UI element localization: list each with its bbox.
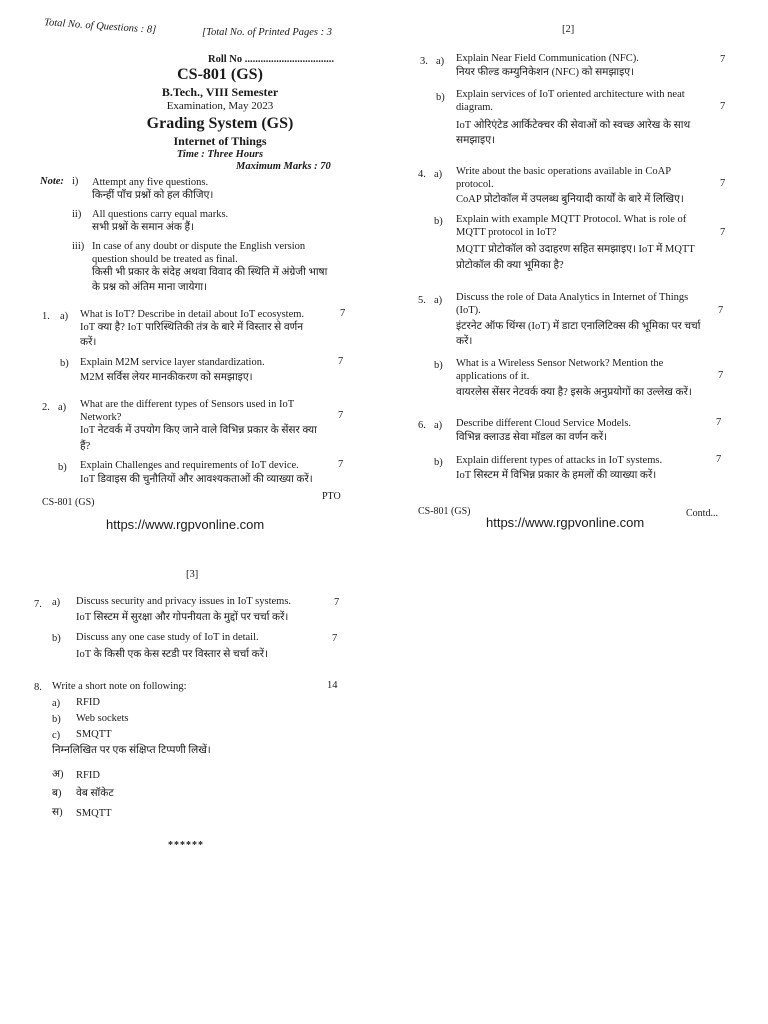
question-marks: 7 (716, 454, 722, 465)
note-text-hindi: किन्हीं पाँच प्रश्नों को हल कीजिए। (92, 190, 214, 201)
subject: Internet of Things (173, 134, 267, 148)
question-text-hindi: वायरलेस सेंसर नेटवर्क क्या है? इसके अनुप्रयोगों का उल्लेख करें। (456, 387, 692, 398)
question-text-hindi: प्रोटोकॉल की क्या भूमिका है? (456, 260, 564, 271)
question-part: a) (434, 420, 443, 431)
grading-system: Grading System (GS) (146, 115, 294, 132)
question-marks: 7 (340, 308, 346, 319)
question-part: a) (434, 295, 443, 306)
pto: PTO (322, 491, 341, 502)
question-text-hindi: IoT सिस्टम में सुरक्षा और गोपनीयता के मुद्दों पर चर्चा करें। (76, 612, 289, 623)
time: Time : Three Hours (176, 149, 264, 160)
question-text-hindi: समझाइए। (456, 135, 495, 146)
total-pages: [Total No. of Printed Pages : 3 (202, 27, 332, 38)
question-text-hindi: निम्नलिखित पर एक संक्षिप्त टिप्पणी लिखें। (52, 745, 211, 756)
question-marks: 7 (338, 459, 344, 470)
question-text-hindi: इंटरनेट ऑफ थिंग्स (IoT) में डाटा एनालिटिक्स की भूमिका पर चर्चा (456, 321, 701, 332)
question-marks: 7 (334, 597, 340, 608)
question-marks: 7 (720, 227, 726, 238)
question-marks: 7 (720, 54, 726, 65)
question-marks: 7 (718, 370, 724, 381)
footer-code: CS-801 (GS) (42, 497, 95, 508)
question-text: Explain services of IoT oriented architecture with neat (456, 89, 685, 100)
question-part: a) (60, 311, 69, 322)
question-text: Explain Challenges and requirements of IoT device. (80, 460, 299, 471)
footer-code: CS-801 (GS) (418, 506, 471, 517)
note-text: All questions carry equal marks. (92, 209, 229, 220)
question-text: Write a short note on following: (52, 681, 187, 692)
list-item: Web sockets (76, 713, 129, 724)
question-part: a) (52, 597, 61, 608)
question-text: protocol. (456, 179, 494, 190)
question-text: (IoT). (456, 305, 481, 316)
question-text: What is a Wireless Sensor Network? Mention the (456, 358, 664, 369)
exam-session: Examination, May 2023 (166, 100, 274, 112)
list-item-marker: a) (52, 698, 61, 709)
question-number: 3. (420, 56, 428, 67)
question-marks: 7 (332, 633, 338, 644)
question-text-hindi: करें। (80, 337, 97, 348)
list-item-marker: अ) (52, 769, 64, 780)
list-item-marker: ब) (52, 788, 62, 799)
question-text-hindi: IoT डिवाइस की चुनौतियों और आवश्यकताओं की व्याख्या करें। (80, 474, 313, 485)
list-item: RFID (76, 770, 100, 781)
degree: B.Tech., VIII Semester (161, 85, 279, 99)
question-text-hindi: IoT क्या है? IoT पारिस्थितिकी तंत्र के बारे में विस्तार से वर्णन (80, 322, 304, 333)
note-num: ii) (72, 209, 82, 220)
question-text-hindi: CoAP प्रोटोकॉल में उपलब्ध बुनियादी कार्यों के बारे में लिखिए। (456, 194, 684, 205)
question-part: a) (436, 56, 445, 67)
question-number: 8. (34, 682, 42, 693)
question-text: Discuss the role of Data Analytics in Internet of Things (456, 292, 689, 303)
question-number: 6. (418, 420, 426, 431)
note-num: i) (72, 176, 79, 187)
note-text: Attempt any five questions. (92, 177, 209, 188)
question-text-hindi: IoT सिस्टम में विभिन्न प्रकार के हमलों की व्याख्या करें। (456, 470, 657, 481)
question-text-hindi: IoT के किसी एक केस स्टडी पर विस्तार से चर्चा करें। (76, 649, 269, 660)
question-number: 5. (418, 295, 426, 306)
list-item-marker: b) (52, 714, 61, 725)
question-text: What is IoT? Describe in detail about IoT ecosystem. (80, 309, 305, 320)
max-marks: Maximum Marks : 70 (236, 161, 331, 172)
question-text: Describe different Cloud Service Models. (456, 418, 632, 429)
question-text-hindi: हैं? (80, 441, 91, 452)
list-item: SMQTT (76, 808, 112, 819)
question-text-hindi: IoT ओरिएंटेड आर्किटेक्चर की सेवाओं को स्वच्छ आरेख के साथ (456, 120, 691, 131)
question-part: a) (434, 169, 443, 180)
question-text: applications of it. (456, 371, 530, 382)
question-number: 4. (418, 169, 426, 180)
question-marks: 7 (338, 356, 344, 367)
question-text-hindi: विभिन्न क्लाउड सेवा मॉडल का वर्णन करें। (456, 432, 608, 443)
question-text: Explain M2M service layer standardization. (80, 357, 265, 368)
question-text-hindi: IoT नेटवर्क में उपयोग किए जाने वाले विभिन्न प्रकार के सेंसर क्या (80, 425, 317, 436)
question-marks: 7 (720, 101, 726, 112)
question-marks: 7 (338, 410, 344, 421)
list-item-marker: c) (52, 730, 61, 741)
question-text: Network? (80, 412, 122, 423)
question-part: a) (58, 402, 67, 413)
footer-url: https://www.rgpvonline.com (486, 515, 645, 530)
question-number: 2. (42, 402, 50, 413)
question-text-hindi: नियर फील्ड कम्युनिकेशन (NFC) को समझाइए। (456, 67, 635, 78)
list-item-marker: स) (52, 807, 63, 818)
footer-url: https://www.rgpvonline.com (106, 517, 265, 532)
contd: Contd... (686, 508, 718, 519)
question-text-hindi: M2M सर्विस लेयर मानकीकरण को समझाइए। (80, 372, 253, 383)
page-number: [3] (186, 569, 199, 580)
question-number: 7. (34, 599, 42, 610)
note-text: question should be treated as final. (92, 254, 238, 265)
paper-code: CS-801 (GS) (177, 66, 263, 83)
roll-no: Roll No .................................. (208, 54, 334, 65)
question-text: Explain different types of attacks in IoT systems. (456, 455, 663, 466)
question-text: MQTT protocol in IoT? (456, 227, 557, 238)
question-text-hindi: MQTT प्रोटोकॉल को उदाहरण सहित समझाइए। IoT में MQTT (456, 244, 695, 255)
question-part: b) (434, 216, 443, 227)
question-part: b) (436, 92, 445, 103)
question-part: b) (52, 633, 61, 644)
question-marks: 7 (720, 178, 726, 189)
question-marks: 7 (716, 417, 722, 428)
note-text-hindi: किसी भी प्रकार के संदेह अथवा विवाद की स्थिति में अंग्रेजी भाषा (92, 267, 328, 278)
list-item: SMQTT (76, 729, 112, 740)
question-text: Write about the basic operations available in CoAP (456, 166, 672, 177)
question-text: Explain with example MQTT Protocol. What is role of (456, 214, 687, 225)
question-text: Explain Near Field Communication (NFC). (456, 53, 639, 64)
note-text-hindi: सभी प्रश्नों के समान अंक हैं। (92, 222, 195, 233)
question-number: 1. (42, 311, 50, 322)
question-part: b) (434, 360, 443, 371)
question-part: b) (60, 358, 69, 369)
question-part: b) (434, 457, 443, 468)
page-number: [2] (562, 24, 575, 35)
note-label: Note: (40, 176, 64, 187)
list-item: वेब सॉकेट (76, 788, 114, 799)
question-marks: 14 (327, 680, 338, 691)
question-text: Discuss security and privacy issues in IoT systems. (76, 596, 292, 607)
end-marker: ****** (168, 840, 204, 851)
note-text: In case of any doubt or dispute the English version (92, 241, 306, 252)
total-questions: Total No. of Questions : 8] (43, 17, 157, 36)
note-num: iii) (72, 241, 85, 252)
question-text-hindi: करें। (456, 336, 473, 347)
note-text-hindi: के प्रश्न को अंतिम माना जायेगा। (92, 282, 208, 293)
question-text: diagram. (456, 102, 494, 113)
question-text: Discuss any one case study of IoT in detail. (76, 632, 259, 643)
question-text: What are the different types of Sensors used in IoT (80, 399, 295, 410)
question-part: b) (58, 462, 67, 473)
question-marks: 7 (718, 305, 724, 316)
list-item: RFID (76, 697, 100, 708)
